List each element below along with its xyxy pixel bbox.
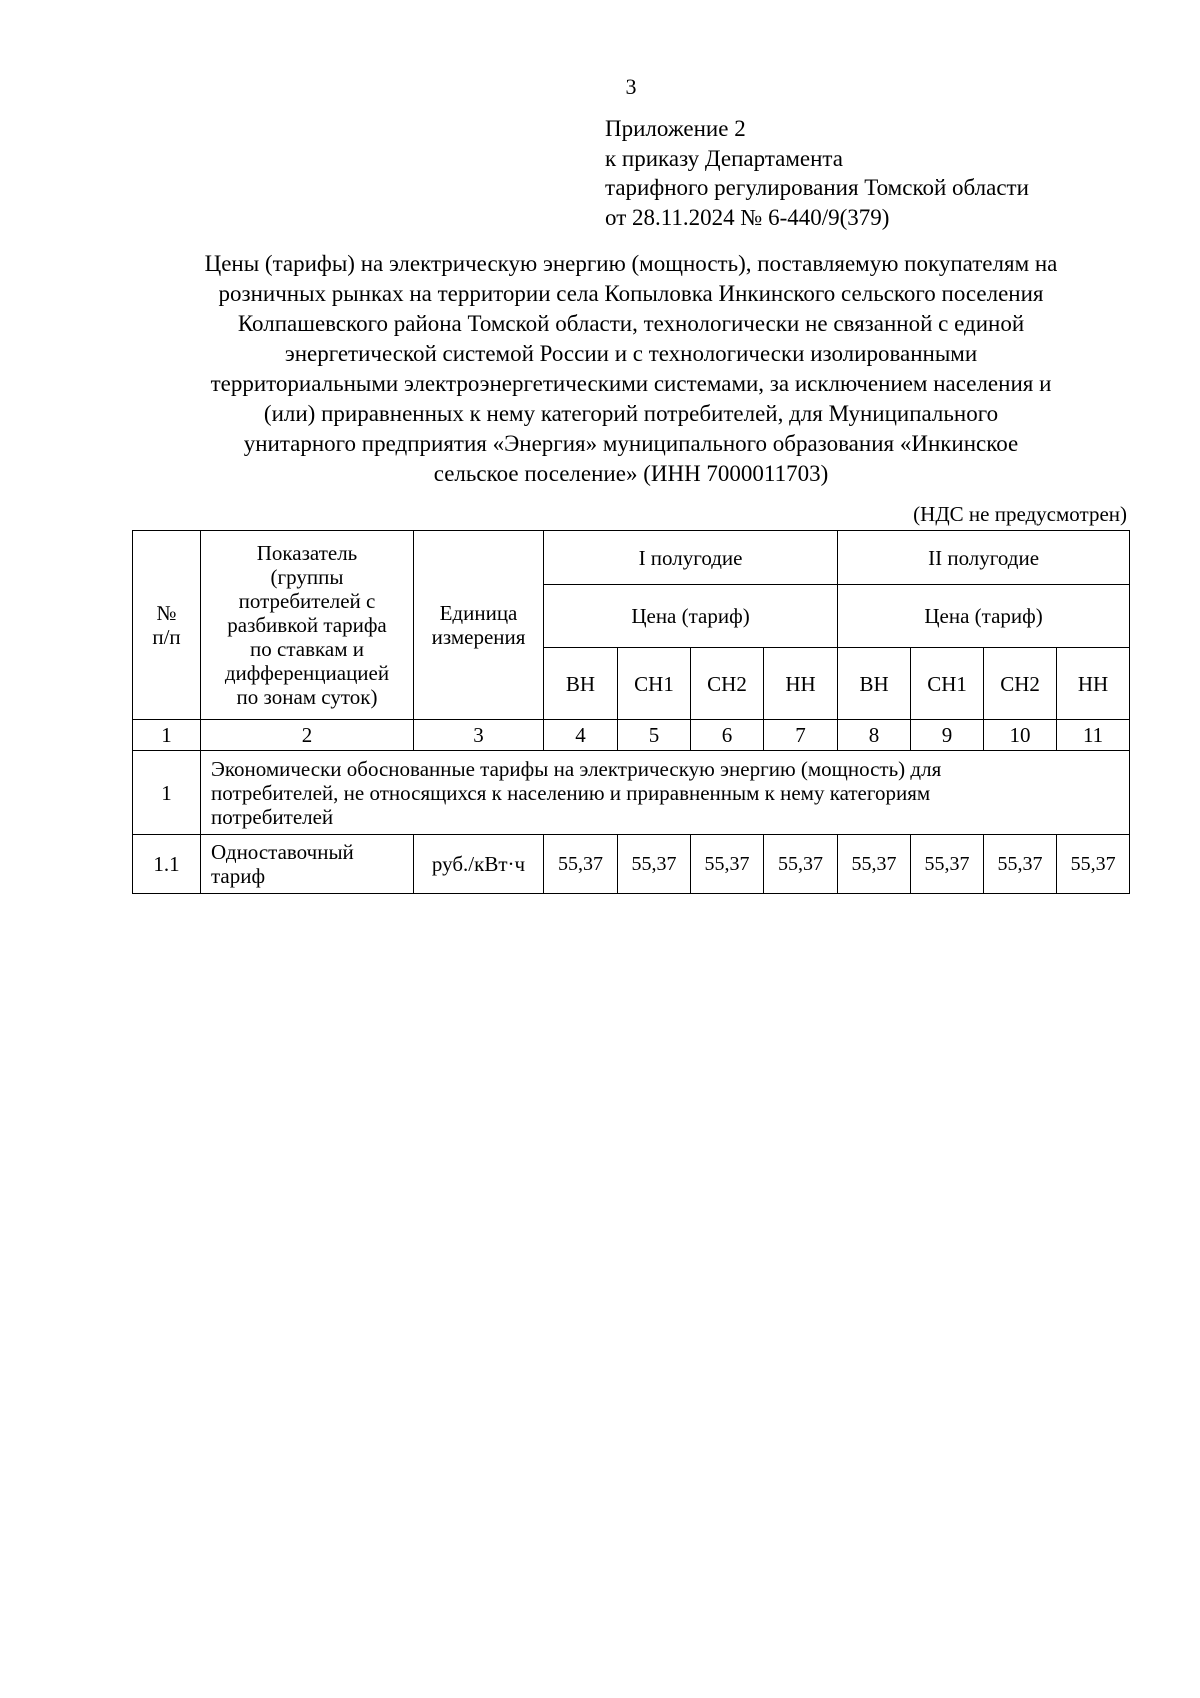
header-indicator-line: разбивкой тарифа <box>227 613 387 637</box>
tariff-value: 55,37 <box>618 835 691 894</box>
section-text-line: потребителей, не относящихся к населению и приравненным к нему категориям <box>211 780 931 805</box>
column-number: 3 <box>414 720 544 751</box>
title-line: унитарного предприятия «Энергия» муниципального образования «Инкинское <box>243 431 1019 456</box>
vat-note: (НДС не предусмотрен) <box>913 502 1127 526</box>
section-row <box>133 751 1130 835</box>
header-row-periods <box>133 531 1130 585</box>
title-line: территориальными электроэнергетическими системами, за исключением населения и <box>210 371 1052 396</box>
row-unit: руб./кВт·ч <box>414 835 544 894</box>
voltage-level: ВН <box>838 648 911 720</box>
column-number: 5 <box>618 720 691 751</box>
title-line: Цены (тарифы) на электрическую энергию (мощность), поставляемую покупателям на <box>204 251 1058 276</box>
section-number: 1 <box>133 751 201 835</box>
row-number: 1.1 <box>133 835 201 894</box>
header-unit-line: измерения <box>431 625 526 649</box>
header-period-2: II полугодие <box>838 531 1130 585</box>
title-line: розничных рынках на территории села Копыловка Инкинского сельского поселения <box>218 281 1044 306</box>
header-indicator-line: по ставкам и <box>250 637 364 661</box>
appendix-line: к приказу Департамента <box>605 145 843 171</box>
header-price-2: Цена (тариф) <box>838 585 1130 648</box>
header-unit <box>414 531 544 720</box>
header-number <box>133 531 201 720</box>
header-indicator <box>201 531 414 720</box>
column-number: 6 <box>691 720 764 751</box>
tariff-value: 55,37 <box>691 835 764 894</box>
header-indicator-line: Показатель <box>256 541 358 565</box>
title-line: сельское поселение» (ИНН 7000011703) <box>433 461 829 486</box>
appendix-line: от 28.11.2024 № 6-440/9(379) <box>605 204 890 230</box>
title-line: энергетической системой России и с технологически изолированными <box>284 341 978 366</box>
tariff-value: 55,37 <box>1057 835 1130 894</box>
table-row <box>133 835 1130 894</box>
column-numbers-row <box>133 720 1130 751</box>
header-price-1: Цена (тариф) <box>544 585 838 648</box>
header-indicator-line: дифференциацией <box>224 661 390 685</box>
title-line: Колпашевского района Томской области, технологически не связанной с единой <box>237 311 1025 336</box>
voltage-level: СН1 <box>618 648 691 720</box>
column-number: 9 <box>911 720 984 751</box>
tariff-value: 55,37 <box>838 835 911 894</box>
section-text-line: потребителей <box>211 804 334 829</box>
row-indicator <box>201 835 414 894</box>
voltage-level: СН2 <box>691 648 764 720</box>
header-unit-line: Единица <box>439 601 518 625</box>
column-number: 7 <box>764 720 838 751</box>
title-line: (или) приравненных к нему категорий потребителей, для Муниципального <box>263 401 999 426</box>
column-number: 1 <box>133 720 201 751</box>
header-period-1: I полугодие <box>544 531 838 585</box>
appendix-line: тарифного регулирования Томской области <box>605 175 1029 200</box>
tariff-table <box>132 530 1130 894</box>
header-indicator-line: потребителей с <box>238 589 376 613</box>
page-number: 3 <box>625 74 637 99</box>
header-indicator-line: по зонам суток) <box>236 685 378 709</box>
voltage-level: ВН <box>544 648 618 720</box>
row-indicator-line: тариф <box>211 864 266 888</box>
tariff-value: 55,37 <box>911 835 984 894</box>
voltage-level: НН <box>1057 648 1130 720</box>
voltage-level: НН <box>764 648 838 720</box>
document-title <box>133 249 1129 489</box>
tariff-value: 55,37 <box>764 835 838 894</box>
header-number-line: № <box>156 601 177 625</box>
row-indicator-line: Одноставочный <box>211 840 354 864</box>
column-number: 4 <box>544 720 618 751</box>
column-number: 8 <box>838 720 911 751</box>
column-number: 11 <box>1057 720 1130 751</box>
section-text <box>201 751 1130 835</box>
voltage-level: СН2 <box>984 648 1057 720</box>
column-number: 2 <box>201 720 414 751</box>
appendix-line: Приложение 2 <box>605 116 746 141</box>
header-number-line: п/п <box>152 625 181 649</box>
voltage-level: СН1 <box>911 648 984 720</box>
appendix-block <box>605 114 1029 232</box>
tariff-value: 55,37 <box>544 835 618 894</box>
section-text-line: Экономически обоснованные тарифы на электрическую энергию (мощность) для <box>211 756 942 781</box>
column-number: 10 <box>984 720 1057 751</box>
tariff-value: 55,37 <box>984 835 1057 894</box>
header-indicator-line: (группы <box>270 565 344 589</box>
